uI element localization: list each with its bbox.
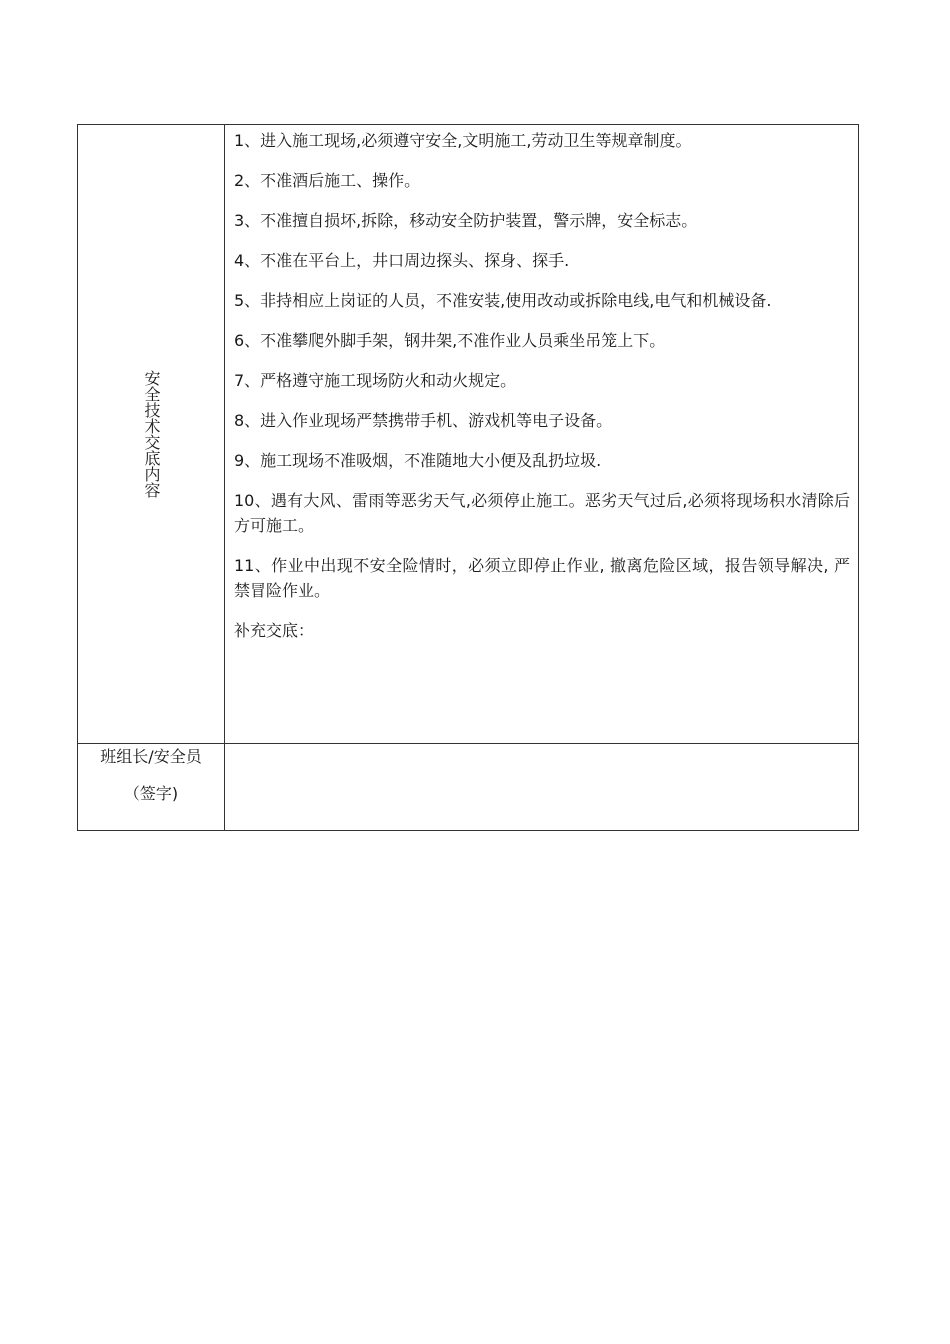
content-label-cell (78, 125, 225, 744)
supplement-label: 补充交底： (234, 621, 315, 640)
content-cell (225, 125, 859, 744)
list-item: 8、进入作业现场严禁携带手机、游戏机等电子设备。 (234, 411, 613, 430)
signature-label-role: 班组长/安全员 (100, 747, 202, 766)
list-item: 10、遇有大风、雷雨等恶劣天气,必须停止施工。恶劣天气过后,必须将现场积水清除后方可施工。 (234, 491, 850, 535)
list-item: 1、进入施工现场,必须遵守安全,文明施工,劳动卫生等规章制度。 (234, 131, 692, 150)
list-item: 4、不准在平台上，井口周边探头、探身、探手. (234, 251, 570, 270)
list-item: 9、施工现场不准吸烟，不准随地大小便及乱扔垃圾. (234, 451, 602, 470)
list-item: 7、严格遵守施工现场防火和动火规定。 (234, 371, 517, 390)
signature-field[interactable] (225, 744, 859, 831)
signature-label-cell (78, 744, 225, 831)
list-item: 5、非持相应上岗证的人员，不准安装,使用改动或拆除电线,电气和机械设备. (234, 291, 772, 310)
list-item: 2、不准酒后施工、操作。 (234, 171, 421, 190)
content-label: 安全技术交底内容 (142, 370, 161, 498)
signature-row (78, 744, 859, 831)
list-item: 3、不准擅自损坏,拆除，移动安全防护装置，警示牌，安全标志。 (234, 211, 698, 230)
signature-label-sign: （签字) (123, 784, 179, 803)
content-row (78, 125, 859, 744)
safety-briefing-table (77, 124, 859, 831)
list-item: 6、不准攀爬外脚手架，钢井架,不准作业人员乘坐吊笼上下。 (234, 331, 666, 350)
list-item: 11、作业中出现不安全险情时，必须立即停止作业, 撤离危险区域，报告领导解决, 严禁冒险作业。 (234, 556, 850, 600)
item-list (225, 125, 858, 643)
